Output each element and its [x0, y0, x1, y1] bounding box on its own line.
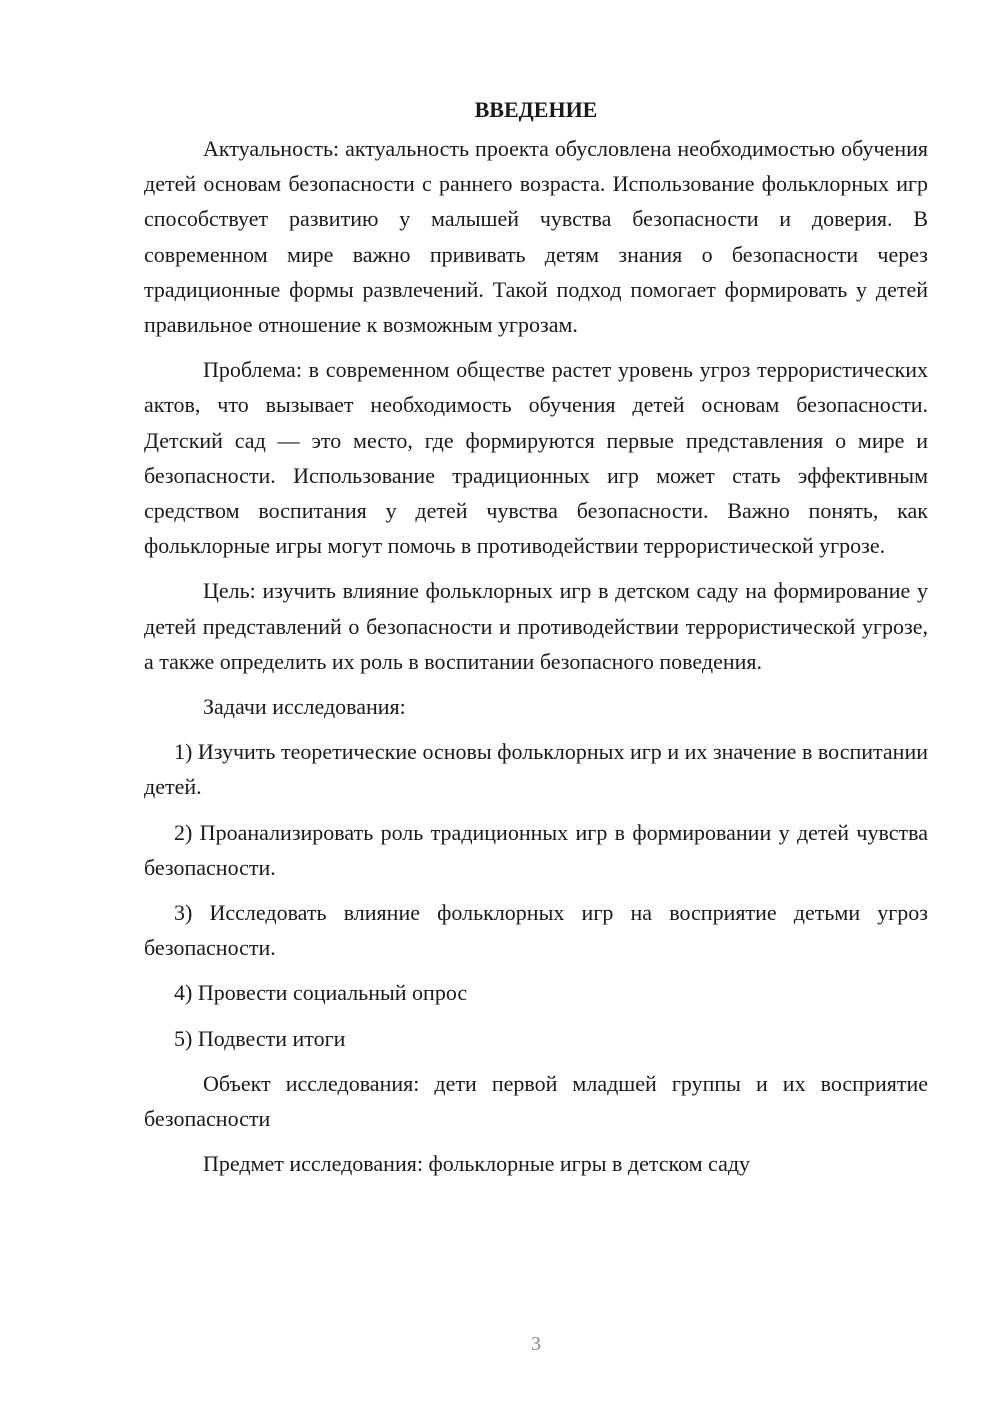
list-item: 4) Провести социальный опрос [174, 980, 468, 1006]
page-title: ВВЕДЕНИЕ [474, 97, 598, 122]
tasks-list [144, 734, 928, 1056]
paragraph-problem: Проблема: в современном обществе растет уровень угроз террористических актов, что вызывает необходимость обучения детей основам безопасности. Детский сад — это место, где формируются первые представления о мире и безопасности. Использование традиционных игр может стать эффективным средством воспитания у детей чувства безопасности. Важно понять, как фольклорные игры могут помочь в противодействии террористической угрозе. [144, 357, 928, 559]
paragraph-subject: Предмет исследования: фольклорные игры в детском саду [203, 1151, 751, 1177]
paragraph-relevance: Актуальность: актуальность проекта обусловлена необходимостью обучения детей основам безопасности с раннего возраста. Использование фольклорных игр способствует развитию у малышей чувства безопасности и доверия. В современном мире важно прививать детям знания о безопасности через традиционные формы развлечений. Такой подход помогает формировать у детей правильное отношение к возможным угрозам. [144, 136, 928, 338]
paragraph-goal: Цель: изучить влияние фольклорных игр в детском саду на формирование у детей представлений о безопасности и противодействии террористической угрозе, а также определить их роль в воспитании безопасного поведения. [144, 578, 928, 674]
list-item: 3) Исследовать влияние фольклорных игр на восприятие детьми угроз безопасности. [144, 900, 928, 961]
document-page [144, 92, 928, 1191]
list-item: 5) Подвести итоги [174, 1025, 346, 1051]
paragraph-object: Объект исследования: дети первой младшей группы и их восприятие безопасности [144, 1070, 928, 1132]
list-item: 1) Изучить теоретические основы фольклорных игр и их значение в воспитании детей. [144, 739, 928, 800]
page-number: 3 [531, 1333, 541, 1355]
tasks-heading: Задачи исследования: [203, 694, 406, 720]
list-item: 2) Проанализировать роль традиционных игр в формировании у детей чувства безопасности. [144, 819, 928, 880]
